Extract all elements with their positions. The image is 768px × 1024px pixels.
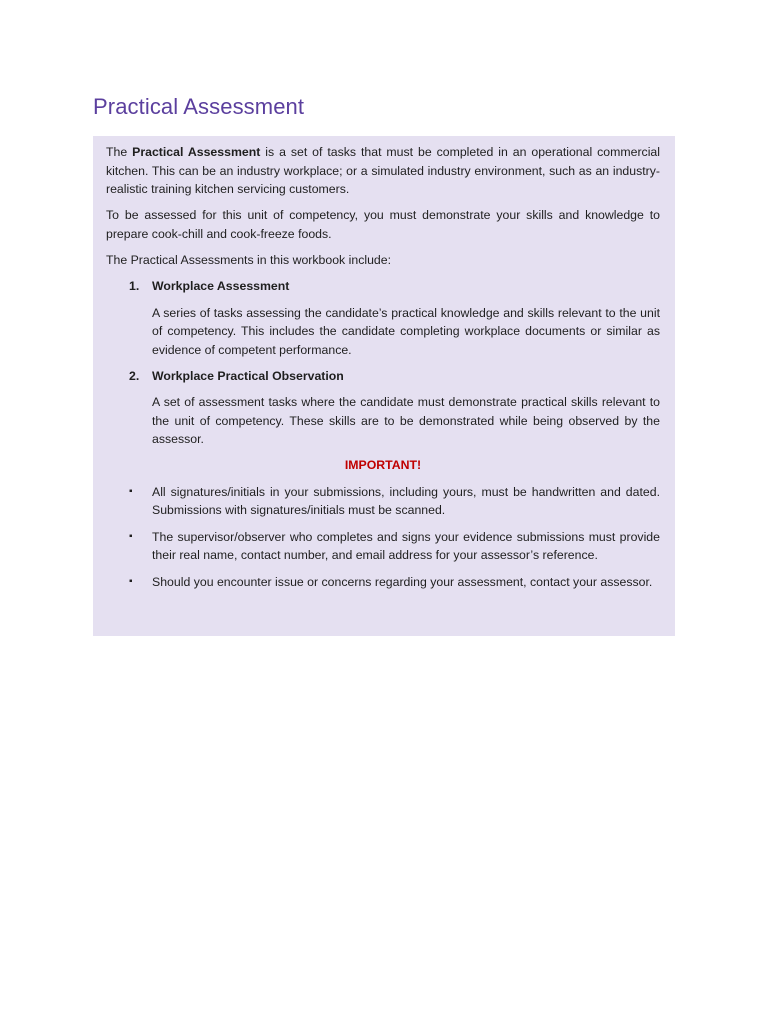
item-title: Workplace Assessment [152,279,290,294]
assessment-item-2 [106,367,660,386]
intro-post: is a set of tasks that must be completed in an operational commercial kitchen. This can be an industry workplace; or a simulated industry environment, such as an industry-realistic training kitchen servicing customers. [106,145,660,197]
item-title: Workplace Practical Observation [152,368,344,383]
bullet-text: All signatures/initials in your submissions, including yours, must be handwritten and dated. Submissions with signatures/initials must be scanned. [152,484,660,518]
assessment-item-1 [106,277,660,296]
assessment-info-panel [93,136,675,636]
item-number: 2. [129,368,140,383]
bullet-item [106,528,660,565]
item-description: A series of tasks assessing the candidate’s practical knowledge and skills relevant to the unit of competency. This includes the candidate completing workplace documents or similar as evidence of competent performance. [152,305,660,357]
assessments-intro-paragraph: The Practical Assessments in this workbook include: [106,253,392,268]
square-bullet-icon: ▪ [129,576,133,588]
intro-pre: The [106,145,133,159]
bullet-item [106,483,660,520]
intro-bold-term: Practical Assessment [132,145,261,159]
page-title: Practical Assessment [93,94,305,119]
bullet-item [106,573,660,592]
bullet-text: The supervisor/observer who completes and signs your evidence submissions must provide their real name, contact number, and email address for your assessor’s reference. [152,529,660,563]
item-number: 1. [129,279,140,294]
important-heading: IMPORTANT! [344,458,422,473]
competency-paragraph: To be assessed for this unit of competency, you must demonstrate your skills and knowledge to prepare cook-chill and cook-freeze foods. [106,208,660,241]
item-description: A set of assessment tasks where the candidate must demonstrate practical skills relevant to the unit of competency. These skills are to be demonstrated while being observed by the assessor. [152,395,660,447]
square-bullet-icon: ▪ [129,485,133,497]
bullet-text: Should you encounter issue or concerns regarding your assessment, contact your assessor. [152,575,653,590]
intro-paragraph [106,143,660,199]
square-bullet-icon: ▪ [129,530,133,542]
